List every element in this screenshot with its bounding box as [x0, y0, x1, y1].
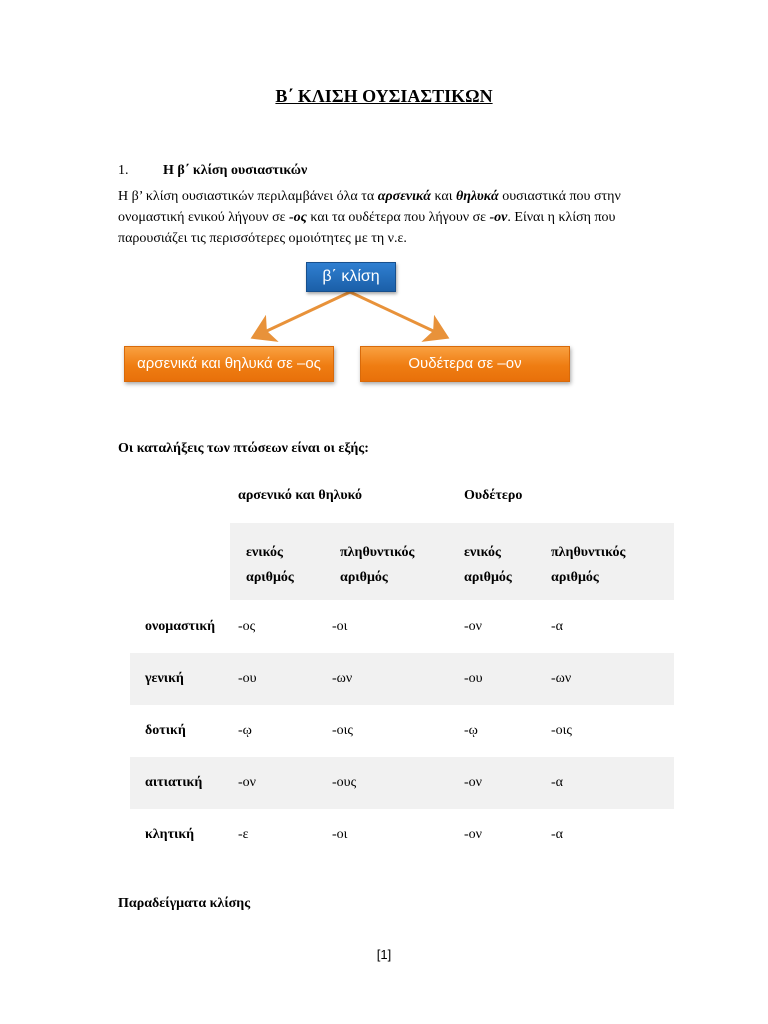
- arrow-right: [350, 292, 444, 336]
- header-mf-singular: [246, 540, 294, 590]
- header-line: πληθυντικός: [340, 545, 415, 560]
- table-cell: -α: [551, 775, 563, 790]
- para-emphasis-masculine: αρσενικά: [377, 189, 431, 204]
- section-title: Η β΄ κλίση ουσιαστικών: [163, 163, 308, 178]
- examples-heading: Παραδείγματα κλίσης: [118, 896, 251, 911]
- declension-diagram: [110, 258, 590, 388]
- row-case-label: κλητική: [145, 827, 195, 842]
- para-text: και τα ουδέτερα που λήγουν σε: [306, 210, 490, 225]
- header-line: αριθμός: [246, 570, 294, 585]
- table-row: [130, 601, 674, 653]
- table-cell: -ον: [238, 775, 256, 790]
- table-cell: -ος: [238, 619, 256, 634]
- header-line: ενικός: [246, 545, 283, 560]
- diagram-masc-fem-box: αρσενικά και θηλυκά σε –ος: [124, 346, 334, 382]
- diagram-root-box: β΄ κλίση: [306, 262, 396, 292]
- table-cell: -ε: [238, 827, 249, 842]
- endings-heading: Οι καταλήξεις των πτώσεων είναι οι εξής:: [118, 441, 369, 456]
- row-case-label: ονομαστική: [145, 619, 216, 634]
- arrow-left: [256, 292, 350, 336]
- section-number: 1.: [118, 163, 129, 178]
- table-cell: -α: [551, 827, 563, 842]
- table-cell: -ου: [238, 671, 257, 686]
- header-line: πληθυντικός: [551, 545, 626, 560]
- table-cell: -ον: [464, 827, 482, 842]
- table-cell: -οις: [332, 723, 353, 738]
- header-line: ενικός: [464, 545, 501, 560]
- para-text: και: [430, 189, 456, 204]
- table-cell: -ῳ: [464, 723, 478, 738]
- header-n-singular: [464, 540, 512, 590]
- table-cell: -ον: [464, 619, 482, 634]
- table-row: [130, 705, 674, 757]
- header-mf-plural: [340, 540, 414, 590]
- group-header-masc-fem: αρσενικό και θηλυκό: [238, 488, 362, 503]
- table-row: [130, 757, 674, 809]
- para-text: Η β’ κλίση ουσιαστικών περιλαμβάνει όλα τα: [118, 189, 378, 204]
- table-cell: -ων: [551, 671, 572, 686]
- header-n-plural: [551, 540, 625, 590]
- header-line: αριθμός: [464, 570, 512, 585]
- table-cell: -οι: [332, 827, 348, 842]
- row-case-label: δοτική: [145, 723, 186, 738]
- para-emphasis-on: -ον: [489, 210, 508, 225]
- table-cell: -οις: [551, 723, 572, 738]
- table-row: [130, 653, 674, 705]
- table-cell: -ον: [464, 775, 482, 790]
- table-cell: -α: [551, 619, 563, 634]
- para-emphasis-os: -ος: [289, 210, 307, 225]
- table-row: [130, 809, 674, 861]
- page-number: [1]: [376, 947, 392, 962]
- para-text: . Είναι η κλίση που παρουσιάζει τις περισσότερες ομοιότητες με τη ν.ε.: [118, 210, 616, 246]
- para-text: ουσιαστικά που στην ονομαστική ενικού λήγουν σε: [118, 189, 621, 225]
- row-case-label: αιτιατική: [145, 775, 203, 790]
- group-header-neuter: Ουδέτερο: [464, 488, 523, 503]
- para-emphasis-feminine: θηλυκά: [455, 189, 499, 204]
- row-case-label: γενική: [145, 671, 184, 686]
- table-cell: -ους: [332, 775, 357, 790]
- header-line: αριθμός: [551, 570, 599, 585]
- intro-paragraph: [118, 186, 658, 249]
- table-cell: -οι: [332, 619, 348, 634]
- table-cell: -ων: [332, 671, 353, 686]
- page-title: Β΄ ΚΛΙΣΗ ΟΥΣΙΑΣΤΙΚΩΝ: [275, 86, 493, 106]
- table-cell: -ου: [464, 671, 483, 686]
- table-cell: -ῳ: [238, 723, 252, 738]
- diagram-neuter-box: Ουδέτερα σε –ον: [360, 346, 570, 382]
- header-line: αριθμός: [340, 570, 388, 585]
